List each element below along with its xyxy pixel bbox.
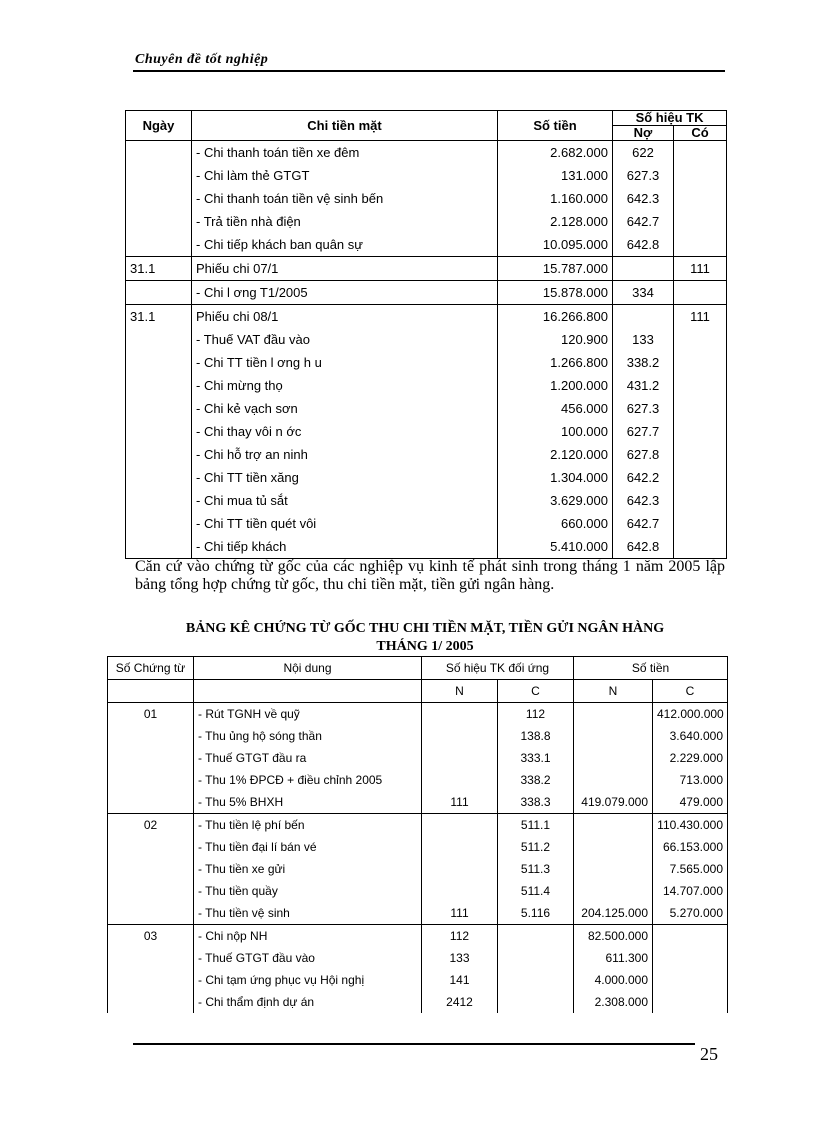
cell-amt_n [574, 769, 653, 791]
cell-acc_n: 141 [422, 969, 498, 991]
ledger-title [115, 620, 735, 656]
cell-amount: 2.120.000 [498, 443, 613, 466]
table-row [126, 443, 727, 466]
cash-payment-table-body [126, 141, 727, 559]
cell-amt_n [574, 880, 653, 902]
cell-date [126, 281, 192, 305]
cell-acc_n: 111 [422, 791, 498, 814]
cell-amt_c: 14.707.000 [653, 880, 728, 902]
cell-acc_c [498, 969, 574, 991]
cell-acc_n [422, 836, 498, 858]
cell-credit [674, 351, 727, 374]
cell-date [126, 210, 192, 233]
cell-voucher: 03 [108, 925, 194, 948]
cell-amount: 1.200.000 [498, 374, 613, 397]
cell-acc_n [422, 858, 498, 880]
cell-acc_n [422, 703, 498, 726]
cell-date [126, 328, 192, 351]
cell-credit [674, 443, 727, 466]
cell-credit [674, 164, 727, 187]
cell-credit [674, 466, 727, 489]
table-row [108, 880, 728, 902]
cell-content: - Thuế GTGT đầu vào [194, 947, 422, 969]
cell-credit [674, 489, 727, 512]
ledger-title-line1: BẢNG KÊ CHỨNG TỪ GỐC THU CHI TIỀN MẶT, TIỀN GỬI NGÂN HÀNG [185, 621, 665, 636]
col-header-amount-c: C [653, 680, 728, 703]
cell-acc_n: 112 [422, 925, 498, 948]
cell-amt_c: 7.565.000 [653, 858, 728, 880]
cell-content: - Thu tiền đại lí bán vé [194, 836, 422, 858]
cell-debit: 334 [613, 281, 674, 305]
table-row [126, 187, 727, 210]
col-header-account-n: N [422, 680, 498, 703]
table-row [126, 141, 727, 165]
cell-acc_n: 111 [422, 902, 498, 925]
cell-amount: 2.128.000 [498, 210, 613, 233]
table-row [126, 210, 727, 233]
cell-debit: 642.3 [613, 489, 674, 512]
cell-credit [674, 397, 727, 420]
cell-amt_n [574, 814, 653, 837]
page-header-title: Chuyên đề tốt nghiệp [135, 52, 269, 67]
cell-desc: - Chi hỗ trợ an ninh [192, 443, 498, 466]
cell-date [126, 374, 192, 397]
cell-content: - Thu tiền lệ phí bến [194, 814, 422, 837]
cell-voucher [108, 858, 194, 880]
cell-content: - Rút TGNH về quỹ [194, 703, 422, 726]
cell-credit: 111 [674, 257, 727, 281]
cell-voucher [108, 725, 194, 747]
cell-desc: - Chi TT tiền l ơng h u [192, 351, 498, 374]
cell-amt_n: 4.000.000 [574, 969, 653, 991]
cell-acc_n [422, 747, 498, 769]
cell-acc_n: 2412 [422, 991, 498, 1013]
cell-content: - Thuế GTGT đầu ra [194, 747, 422, 769]
table-row [108, 769, 728, 791]
cell-acc_c: 338.3 [498, 791, 574, 814]
cell-credit [674, 512, 727, 535]
cell-desc: Phiếu chi 07/1 [192, 257, 498, 281]
cell-amt_n: 204.125.000 [574, 902, 653, 925]
table-row [108, 902, 728, 925]
cell-debit [613, 257, 674, 281]
cell-amount: 1.266.800 [498, 351, 613, 374]
cell-acc_c: 511.3 [498, 858, 574, 880]
cell-acc_c [498, 925, 574, 948]
cell-date [126, 489, 192, 512]
cell-voucher: 02 [108, 814, 194, 837]
cell-debit: 627.7 [613, 420, 674, 443]
table-row [126, 305, 727, 329]
footer-divider [133, 1043, 695, 1045]
cell-amount: 15.878.000 [498, 281, 613, 305]
cell-acc_c: 338.2 [498, 769, 574, 791]
table-row [126, 351, 727, 374]
ledger-title-line2: THÁNG 1/ 2005 [376, 639, 474, 654]
cell-date: 31.1 [126, 257, 192, 281]
header-divider [133, 70, 725, 72]
cell-desc: - Chi tiếp khách ban quân sự [192, 233, 498, 257]
cell-content: - Thu ủng hộ sóng thần [194, 725, 422, 747]
cell-amt_c: 412.000.000 [653, 703, 728, 726]
cell-amt_c [653, 969, 728, 991]
cell-acc_c [498, 947, 574, 969]
cell-content: - Chi thẩm định dự án [194, 991, 422, 1013]
cell-amt_c [653, 925, 728, 948]
cell-debit: 627.3 [613, 397, 674, 420]
cell-date [126, 351, 192, 374]
cell-credit [674, 187, 727, 210]
cell-credit [674, 210, 727, 233]
table-row [108, 725, 728, 747]
cell-desc: - Chi mua tủ sắt [192, 489, 498, 512]
cell-credit [674, 374, 727, 397]
cell-voucher [108, 791, 194, 814]
cell-acc_n: 133 [422, 947, 498, 969]
cell-amount: 131.000 [498, 164, 613, 187]
cell-desc: - Chi thanh toán tiền vệ sinh bến [192, 187, 498, 210]
cell-date: 31.1 [126, 305, 192, 329]
col-header-voucher: Số Chứng từ [108, 657, 194, 680]
cell-credit [674, 281, 727, 305]
cell-content: - Thu 1% ĐPCĐ + điều chỉnh 2005 [194, 769, 422, 791]
table-row [126, 257, 727, 281]
cell-amount: 15.787.000 [498, 257, 613, 281]
col-header-content-blank [194, 680, 422, 703]
cell-amount: 1.160.000 [498, 187, 613, 210]
voucher-summary-table [107, 656, 728, 1013]
cell-amount: 16.266.800 [498, 305, 613, 329]
cell-debit: 338.2 [613, 351, 674, 374]
cell-date [126, 397, 192, 420]
cell-voucher: 01 [108, 703, 194, 726]
table-row [108, 947, 728, 969]
cell-amt_c: 479.000 [653, 791, 728, 814]
table-row [126, 489, 727, 512]
cell-amt_n [574, 858, 653, 880]
cell-content: - Thu tiền xe gửi [194, 858, 422, 880]
cell-acc_c: 5.116 [498, 902, 574, 925]
table-row [108, 925, 728, 948]
col-header-credit: Có [674, 126, 727, 141]
cell-acc_c: 333.1 [498, 747, 574, 769]
cell-desc: - Chi thay vôi n ớc [192, 420, 498, 443]
cell-debit: 627.3 [613, 164, 674, 187]
cell-desc: - Chi mừng thọ [192, 374, 498, 397]
cell-date [126, 466, 192, 489]
cell-amt_n: 419.079.000 [574, 791, 653, 814]
cell-amt_c: 713.000 [653, 769, 728, 791]
col-header-amount-n: N [574, 680, 653, 703]
cell-desc: Phiếu chi 08/1 [192, 305, 498, 329]
table-row [126, 281, 727, 305]
cell-amount: 1.304.000 [498, 466, 613, 489]
table-row [108, 836, 728, 858]
col-header-voucher-blank [108, 680, 194, 703]
table-row [126, 233, 727, 257]
table-row [126, 512, 727, 535]
cell-content: - Chi nộp NH [194, 925, 422, 948]
cell-content: - Thu tiền vệ sinh [194, 902, 422, 925]
cell-date [126, 512, 192, 535]
col-header-account-group: Số hiệu TK [613, 111, 727, 126]
cell-amt_n [574, 747, 653, 769]
col-header-amount-group: Số tiền [574, 657, 728, 680]
cell-date [126, 535, 192, 559]
cell-amt_c [653, 947, 728, 969]
table-row [126, 397, 727, 420]
cell-amt_n [574, 836, 653, 858]
cell-voucher [108, 902, 194, 925]
cell-date [126, 164, 192, 187]
cell-desc: - Chi kẻ vạch sơn [192, 397, 498, 420]
cell-acc_c: 112 [498, 703, 574, 726]
table-row [108, 703, 728, 726]
cell-amt_c: 2.229.000 [653, 747, 728, 769]
cell-acc_c: 511.1 [498, 814, 574, 837]
col-header-amount: Số tiền [498, 111, 613, 141]
cell-date [126, 141, 192, 165]
cell-amt_n [574, 703, 653, 726]
cell-debit: 642.2 [613, 466, 674, 489]
cell-amt_c: 5.270.000 [653, 902, 728, 925]
cell-debit: 622 [613, 141, 674, 165]
cell-debit: 642.3 [613, 187, 674, 210]
table-row [126, 164, 727, 187]
cell-desc: - Chi TT tiền quét vôi [192, 512, 498, 535]
cell-amt_c: 3.640.000 [653, 725, 728, 747]
cell-amount: 100.000 [498, 420, 613, 443]
cell-amt_n [574, 725, 653, 747]
cell-date [126, 420, 192, 443]
cell-date [126, 443, 192, 466]
cell-content: - Thu tiền quầy [194, 880, 422, 902]
table-row [126, 535, 727, 559]
cell-amt_c [653, 991, 728, 1013]
table-row [108, 969, 728, 991]
cell-acc_n [422, 725, 498, 747]
cell-desc: - Chi TT tiền xăng [192, 466, 498, 489]
cell-voucher [108, 947, 194, 969]
cell-amount: 660.000 [498, 512, 613, 535]
cell-debit: 627.8 [613, 443, 674, 466]
cell-amount: 456.000 [498, 397, 613, 420]
voucher-summary-table-body [108, 703, 728, 1014]
table-row [108, 858, 728, 880]
cell-acc_c: 138.8 [498, 725, 574, 747]
cell-date [126, 187, 192, 210]
col-header-content: Nội dung [194, 657, 422, 680]
col-header-counter-account: Số hiệu TK đối ứng [422, 657, 574, 680]
table-row [126, 420, 727, 443]
cell-amount: 3.629.000 [498, 489, 613, 512]
table-row [108, 991, 728, 1013]
table-row [126, 374, 727, 397]
cell-amount: 5.410.000 [498, 535, 613, 559]
table-row [126, 328, 727, 351]
cell-desc: - Chi l ơng T1/2005 [192, 281, 498, 305]
cell-voucher [108, 880, 194, 902]
cell-voucher [108, 836, 194, 858]
cell-credit [674, 328, 727, 351]
cell-amt_n: 611.300 [574, 947, 653, 969]
cell-date [126, 233, 192, 257]
cell-acc_c: 511.2 [498, 836, 574, 858]
cell-acc_c: 511.4 [498, 880, 574, 902]
cell-credit [674, 233, 727, 257]
cell-debit [613, 305, 674, 329]
col-header-account-c: C [498, 680, 574, 703]
cell-desc: - Chi làm thẻ GTGT [192, 164, 498, 187]
cell-acc_n [422, 814, 498, 837]
cell-debit: 642.8 [613, 535, 674, 559]
page-number: 25 [700, 1044, 718, 1064]
cell-amount: 2.682.000 [498, 141, 613, 165]
col-header-date: Ngày [126, 111, 192, 141]
cell-desc: - Trả tiền nhà điện [192, 210, 498, 233]
cell-amt_c: 66.153.000 [653, 836, 728, 858]
body-paragraph: Căn cứ vào chứng từ gốc của các nghiệp vụ kinh tế phát sinh trong tháng 1 năm 2005 lập bảng tổng hợp chứng từ gốc, thu chi tiền mặt, tiền gửi ngân hàng. [135, 558, 725, 593]
cell-debit: 642.7 [613, 210, 674, 233]
col-header-debit: Nợ [613, 126, 674, 141]
cell-voucher [108, 769, 194, 791]
cell-content: - Thu 5% BHXH [194, 791, 422, 814]
table-row [108, 747, 728, 769]
cell-amount: 120.900 [498, 328, 613, 351]
cell-debit: 133 [613, 328, 674, 351]
cash-payment-table [125, 110, 727, 559]
table-row [108, 814, 728, 837]
cell-credit: 111 [674, 305, 727, 329]
cell-debit: 642.7 [613, 512, 674, 535]
cell-voucher [108, 969, 194, 991]
cell-amt_n: 82.500.000 [574, 925, 653, 948]
table-row [108, 791, 728, 814]
cell-content: - Chi tạm ứng phục vụ Hội nghị [194, 969, 422, 991]
cell-amount: 10.095.000 [498, 233, 613, 257]
cell-debit: 642.8 [613, 233, 674, 257]
cell-acc_n [422, 769, 498, 791]
cell-voucher [108, 747, 194, 769]
table-row [126, 466, 727, 489]
cell-desc: - Chi thanh toán tiền xe đêm [192, 141, 498, 165]
cell-amt_n: 2.308.000 [574, 991, 653, 1013]
cell-credit [674, 141, 727, 165]
cell-amt_c: 110.430.000 [653, 814, 728, 837]
cell-credit [674, 420, 727, 443]
cell-acc_n [422, 880, 498, 902]
cell-credit [674, 535, 727, 559]
cell-acc_c [498, 991, 574, 1013]
cell-desc: - Thuế VAT đầu vào [192, 328, 498, 351]
col-header-description: Chi tiền mặt [192, 111, 498, 141]
cell-voucher [108, 991, 194, 1013]
cell-debit: 431.2 [613, 374, 674, 397]
cell-desc: - Chi tiếp khách [192, 535, 498, 559]
